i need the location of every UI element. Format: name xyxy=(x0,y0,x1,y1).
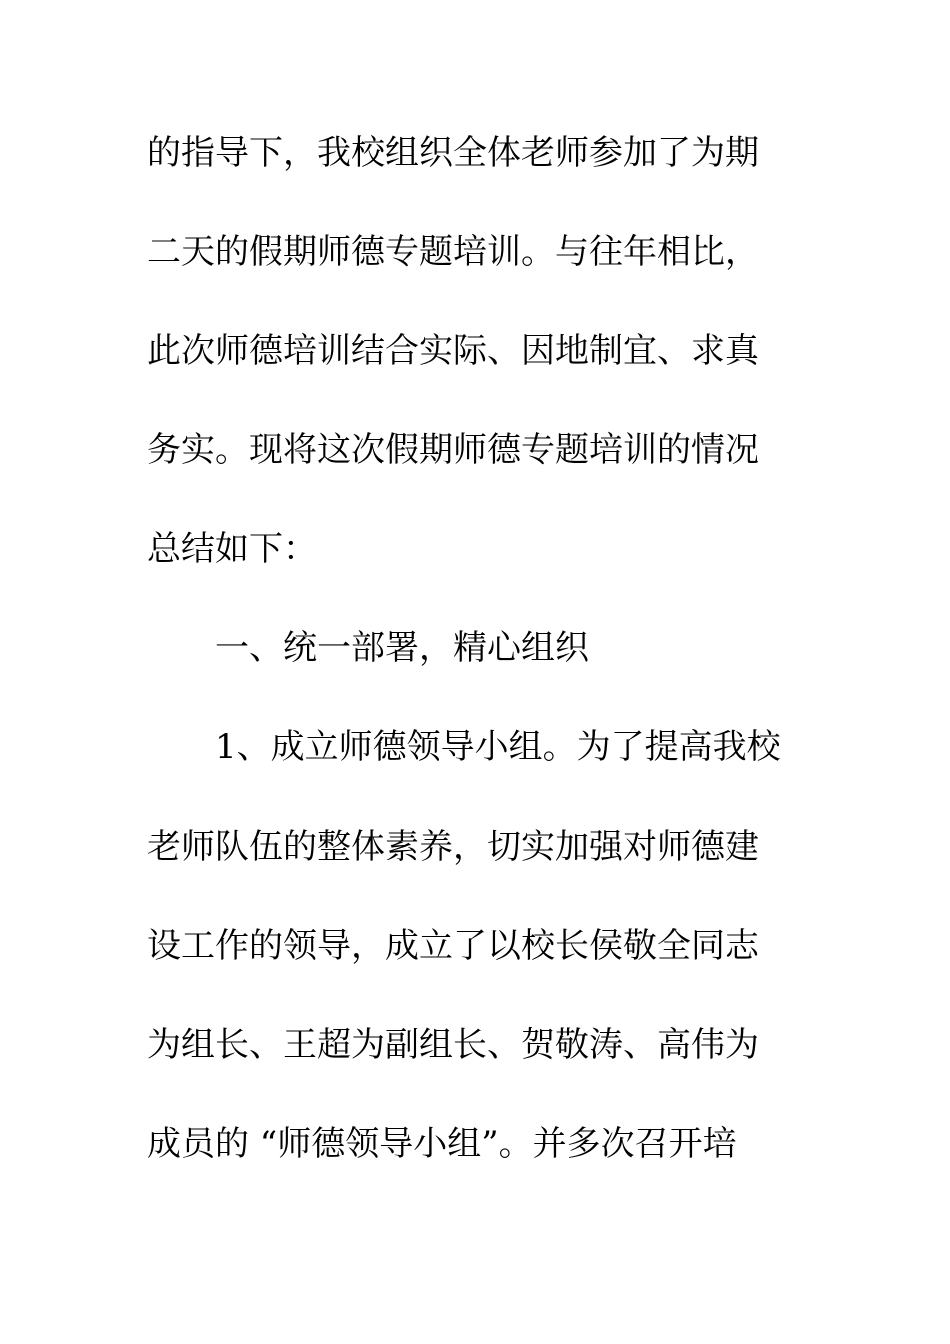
paragraph-line: 此次师德培训结合实际、因地制宜、求真 xyxy=(147,331,759,371)
paragraph-line: 成员的 “师德领导小组”。并多次召开培 xyxy=(147,1124,737,1164)
paragraph-line: 设工作的领导，成立了以校长侯敬全同志 xyxy=(147,926,759,966)
section-heading: 一、统一部署，精心组织 xyxy=(215,628,589,668)
paragraph-line: 务实。现将这次假期师德专题培训的情况 xyxy=(147,430,759,470)
paragraph-line: 为组长、王超为副组长、贺敬涛、高伟为 xyxy=(147,1025,759,1065)
paragraph-line: 总结如下： xyxy=(147,529,317,569)
paragraph-line: 1、成立师德领导小组。为了提高我校 xyxy=(215,727,781,767)
paragraph-line: 二天的假期师德专题培训。与往年相比， xyxy=(147,232,759,272)
paragraph-line: 的指导下，我校组织全体老师参加了为期 xyxy=(147,133,759,173)
paragraph-line: 老师队伍的整体素养，切实加强对师德建 xyxy=(147,827,759,867)
